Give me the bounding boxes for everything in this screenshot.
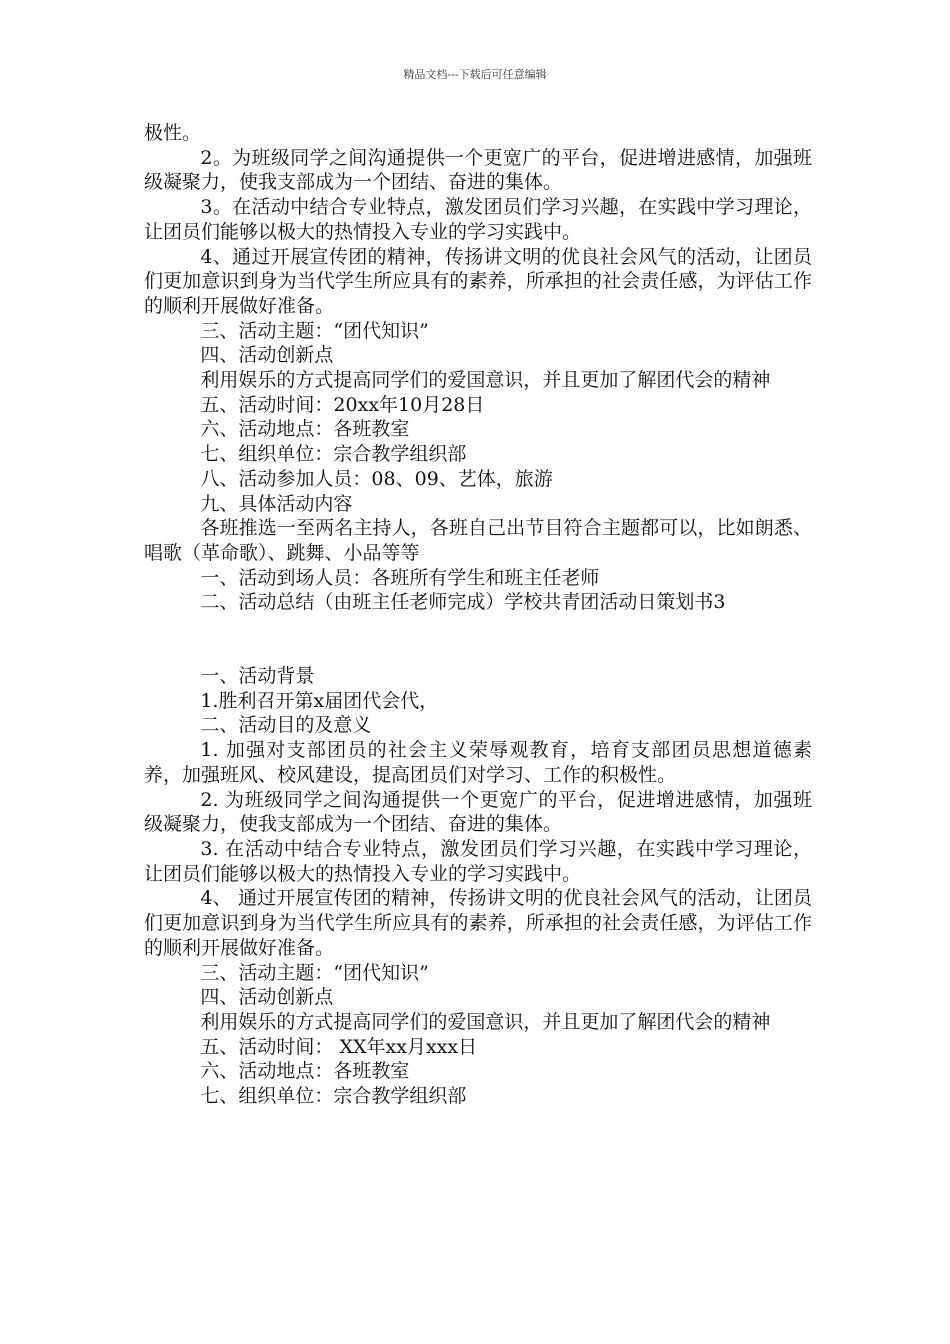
paragraph: 利用娱乐的方式提高同学们的爱国意识，并且更加了解团代会的精神 [200,369,771,392]
paragraph: 一、活动背景 [200,665,315,688]
paragraph: 七、组织单位：宗合教学组织部 [200,443,467,466]
paragraph: 五、活动时间：20xx年10月28日 [200,393,485,416]
paragraph: 2。为班级同学之间沟通提供一个更宽广的平台，促进增进感情，加强班级凝聚力，使我支部成为一个团结、奋进的集体。 [144,146,812,194]
paragraph: 五、活动时间： XX年xx月xxx日 [200,1035,478,1058]
paragraph: 三、活动主题：“团代知识” [200,319,429,342]
paragraph: 二、活动目的及意义 [200,714,372,737]
paragraph: 3。在活动中结合专业特点，激发团员们学习兴趣，在实践中学习理论，让团员们能够以极大的热情投入专业的学习实践中。 [144,196,812,243]
paragraph: 四、活动创新点 [200,344,334,367]
paragraph: 六、活动地点：各班教室 [200,418,410,441]
section-gap [144,615,812,664]
paragraph: 1. 加强对支部团员的社会主义荣辱观教育，培育支部团员思想道德素养，加强班风、校风建设，提高团员们对学习、工作的积极性。 [144,739,812,786]
paragraph: 各班推选一至两名主持人，各班自己出节目符合主题都可以，比如朗悉、唱歌（革命歌）、跳舞、小品等等 [144,517,812,564]
paragraph: 4、通过开展宣传团的精神，传扬讲文明的优良社会风气的活动，让团员们更加意识到身为当代学生所应具有的素养，所承担的社会责任感，为评估工作的顺利开展做好准备。 [144,245,812,317]
paragraph: 九、具体活动内容 [200,492,353,515]
paragraph: 一、活动到场人员：各班所有学生和班主任老师 [200,566,600,589]
paragraph: 4、 通过开展宣传团的精神，传扬讲文明的优良社会风气的活动，让团员们更加意识到身为当代学生所应具有的素养，所承担的社会责任感，为评估工作的顺利开展做好准备。 [144,887,812,959]
paragraph: 利用娱乐的方式提高同学们的爱国意识，并且更加了解团代会的精神 [200,1010,771,1033]
page-header: 精品文档---下载后可任意编辑 [403,68,547,81]
paragraph: 3. 在活动中结合专业特点，激发团员们学习兴趣，在实践中学习理论，让团员们能够以极大的热情投入专业的学习实践中。 [144,837,812,885]
paragraph: 极性。 [144,122,202,144]
document-body [144,121,812,1109]
paragraph: 四、活动创新点 [200,986,334,1009]
paragraph: 1.胜利召开第x届团代会代， [200,689,439,712]
paragraph: 三、活动主题：“团代知识” [200,961,429,984]
paragraph: 七、组织单位：宗合教学组织部 [200,1085,467,1108]
paragraph: 2. 为班级同学之间沟通提供一个更宽广的平台，促进增进感情，加强班级凝聚力，使我支部成为一个团结、奋进的集体。 [144,788,812,836]
paragraph: 六、活动地点：各班教室 [200,1060,410,1083]
paragraph: 二、活动总结（由班主任老师完成）学校共青团活动日策划书3 [200,591,726,614]
paragraph: 八、活动参加人员：08、09、艺体，旅游 [200,467,553,490]
